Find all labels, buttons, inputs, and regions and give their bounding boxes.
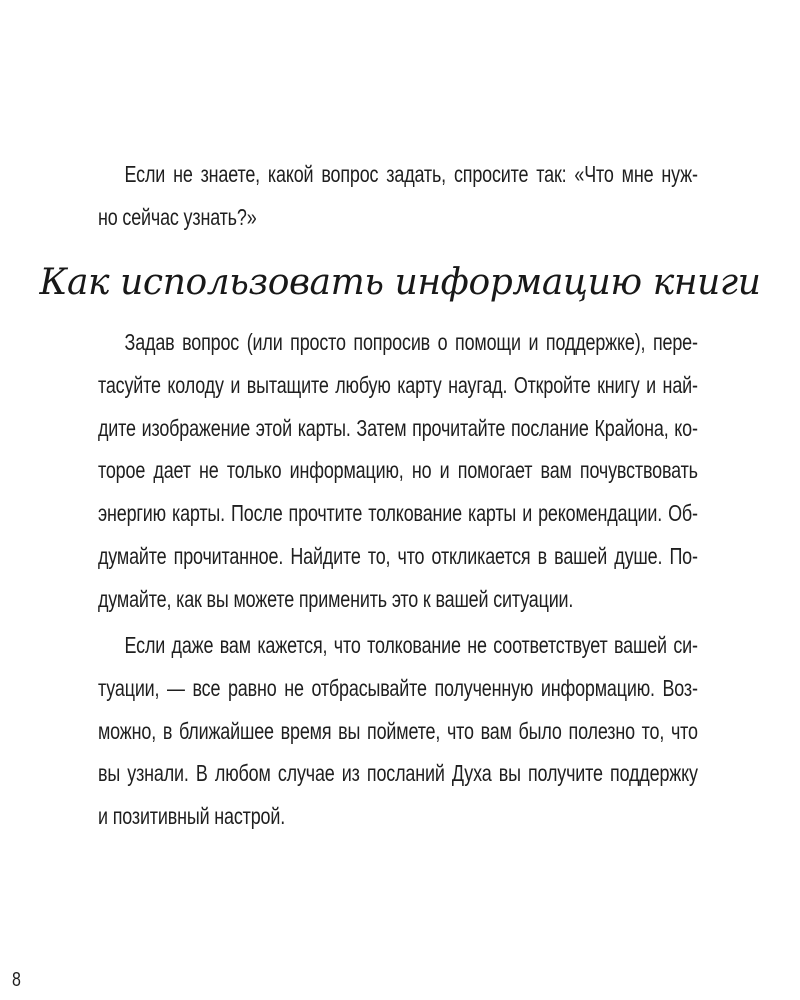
paragraph-line: вы узнали. В любом случае из посланий Духа вы получите поддержку	[98, 760, 698, 787]
paragraph-line: торое дает не только информацию, но и помогает вам почувствовать	[98, 457, 698, 484]
page-number: 8	[12, 969, 21, 991]
paragraph-line: можно, в ближайшее время вы поймете, что вам было полезно то, что	[98, 717, 698, 744]
intro-paragraph	[98, 153, 698, 239]
paragraph-line: Задав вопрос (или просто попросив о помощи и поддержке), пере-	[124, 329, 698, 355]
paragraph-line: думайте, как вы можете применить это к вашей ситуации.	[98, 585, 574, 612]
paragraph-line: Если даже вам кажется, что толкование не соответствует вашей си-	[124, 632, 698, 658]
paragraph-line: думайте прочитанное. Найдите то, что откликается в вашей душе. По-	[98, 542, 698, 569]
paragraph-usage-instructions	[98, 321, 698, 621]
paragraph-line: тасуйте колоду и вытащите любую карту наугад. Откройте книгу и най-	[98, 371, 698, 398]
intro-line: Если не знаете, какой вопрос задать, спросите так: «Что мне нуж-	[124, 161, 698, 187]
section-heading: Как использовать информацию книги	[39, 262, 761, 303]
paragraph-line: дите изображение этой карты. Затем прочитайте послание Крайона, ко-	[98, 414, 698, 441]
paragraph-interpretation-advice	[98, 624, 698, 838]
paragraph-line: энергию карты. После прочтите толкование карты и рекомендации. Об-	[98, 500, 698, 527]
intro-line: но сейчас узнать?»	[98, 203, 257, 230]
paragraph-line: и позитивный настрой.	[98, 803, 286, 830]
paragraph-line: туации, — все равно не отбрасывайте полученную информацию. Воз-	[98, 674, 698, 701]
